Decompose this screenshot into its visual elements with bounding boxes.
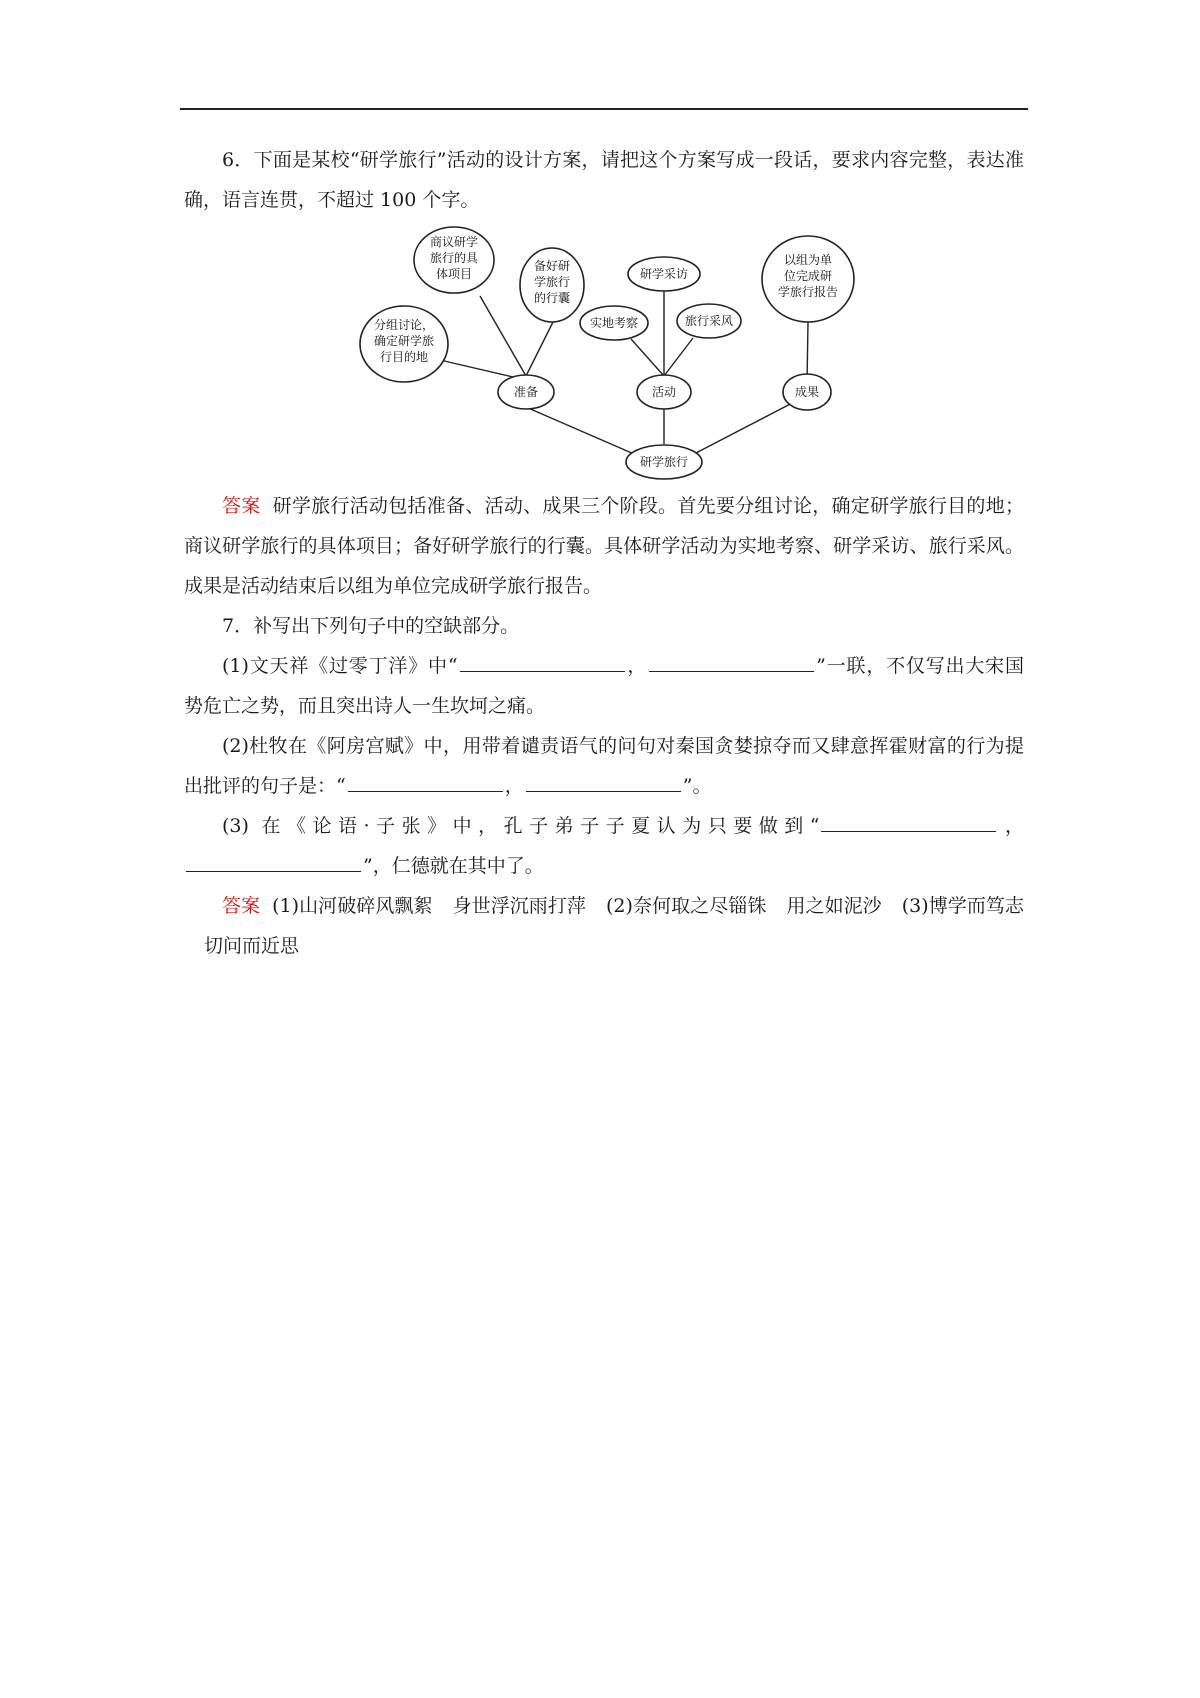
answer-6 — [184, 486, 1024, 606]
prep-child-2-line3: 体项目 — [435, 267, 473, 281]
answer-7-part-4: 用之如泥沙 — [786, 895, 882, 917]
q7-s3-after: ”，仁德就在其中了。 — [363, 855, 544, 877]
prep-child-1-line2: 确定研学旅 — [373, 334, 435, 348]
question-7-item-2 — [184, 726, 1024, 806]
link-prep-c2 — [480, 296, 526, 376]
prep-child-3-line3: 的行囊 — [533, 291, 571, 305]
q7-s2-before: (2)杜牧在《阿房宫赋》中，用带着谴责语气的问句对秦国贪婪掠夺而又肆意挥霍财富的行为提出批评的句子是：“ — [184, 735, 1024, 797]
prep-child-1-line3: 行目的地 — [379, 350, 429, 364]
q7-s1-blank-2[interactable] — [649, 649, 814, 672]
res-child-1-line2: 位完成研 — [783, 269, 833, 283]
answer-7-part-6: 切问而近思 — [204, 935, 300, 957]
q7-s2-comma: ， — [504, 775, 524, 797]
answer-7-part-2: 身世浮沉雨打萍 — [452, 895, 586, 917]
node-result-label: 成果 — [794, 385, 820, 399]
act-child-1-label: 实地考察 — [589, 316, 639, 330]
answer-7-label: 答案 — [222, 895, 261, 917]
page-content — [184, 140, 1024, 966]
question-6 — [184, 140, 1024, 220]
q7-s2-blank-2[interactable] — [526, 769, 681, 792]
res-child-1-line3: 学旅行报告 — [777, 285, 839, 299]
q7-s2-blank-1[interactable] — [348, 769, 503, 792]
answer-7-part-1: (1)山河破碎风飘絮 — [272, 895, 433, 917]
link-prep-c3 — [526, 322, 553, 376]
answer-6-text: 研学旅行活动包括准备、活动、成果三个阶段。首先要分组讨论，确定研学旅行目的地；商议研学旅行的具体项目；备好研学旅行的行囊。具体研学活动为实地考察、研学采访、旅行采风。成果是活动结束后以组为单位完成研学旅行报告。 — [184, 495, 1024, 597]
node-root-label: 研学旅行 — [639, 455, 689, 469]
answer-7 — [184, 886, 1024, 966]
link-root-res — [694, 400, 798, 454]
q7-s1-before: (1)文天祥《过零丁洋》中“ — [222, 655, 458, 677]
answer-6-label: 答案 — [222, 495, 261, 517]
q7-s3-blank-1[interactable] — [821, 809, 996, 832]
prep-child-3-line2: 学旅行 — [533, 275, 571, 289]
q7-s3-before: (3) 在《论语·子张》中，孔子弟子子夏认为只要做到“ — [222, 815, 820, 837]
node-activity-label: 活动 — [651, 385, 677, 399]
prep-child-2-line2: 旅行的具 — [429, 251, 479, 265]
answer-7-part-3: (2)奈何取之尽锱铢 — [606, 895, 767, 917]
link-act-c1 — [631, 339, 664, 376]
q7-s3-blank-2[interactable] — [186, 849, 361, 872]
header-rule — [180, 108, 1028, 110]
question-6-line2: 整，表达准确，语言连贯，不超过 100 个字。 — [184, 149, 1024, 211]
act-child-2-label: 研学采访 — [639, 267, 689, 281]
prep-child-1-line1: 分组讨论， — [373, 318, 435, 332]
q7-s2-after: ”。 — [682, 775, 712, 797]
question-6-line1: 6．下面是某校“研学旅行”活动的设计方案，请把这个方案写成一段话，要求内容完 — [222, 149, 928, 171]
node-prep-label: 准备 — [513, 385, 539, 399]
prep-child-2-line1: 商议研学 — [429, 235, 479, 249]
mind-map-diagram — [184, 224, 1024, 486]
mind-map-svg — [184, 224, 1024, 486]
q7-s1-comma: ， — [626, 655, 648, 677]
question-7-item-1 — [184, 646, 1024, 726]
question-7-title: 7．补写出下列句子中的空缺部分。 — [222, 615, 520, 637]
q7-s3-comma: ， — [998, 815, 1024, 837]
q7-s1-blank-1[interactable] — [460, 649, 625, 672]
act-child-3-label: 旅行采风 — [684, 314, 734, 328]
prep-child-3-line1: 备好研 — [533, 259, 571, 273]
link-act-c3 — [664, 338, 693, 376]
q7-s1-after: ”一联，不仅写出大宋国势危亡之势，而且突出诗人一生坎坷之痛。 — [184, 655, 1024, 717]
question-7-item-3 — [184, 806, 1024, 886]
res-child-1-line1: 以组为单 — [783, 253, 833, 267]
answer-7-part-5: (3)博学而笃志 — [901, 895, 1024, 917]
